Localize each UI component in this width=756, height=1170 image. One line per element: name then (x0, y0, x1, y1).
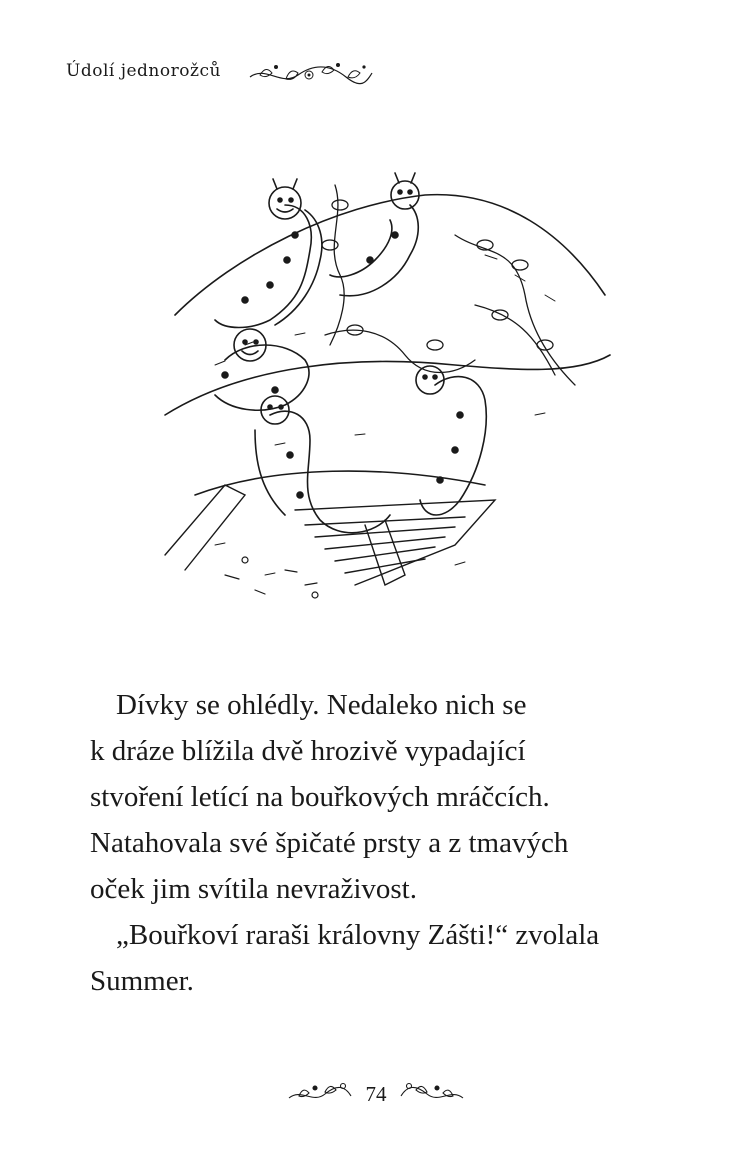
floral-ornament-icon (285, 1076, 355, 1108)
running-header (66, 55, 386, 95)
text-line: stvoření letící na bouřkových mráčcích. (90, 781, 550, 813)
running-title: Údolí jednorožců (66, 61, 221, 81)
text-line: Dívky se ohlédly. Nedaleko nich se (116, 689, 527, 721)
text-line: oček jim svítila nevraživost. (90, 873, 417, 905)
floral-vine-ornament-icon (246, 57, 376, 91)
floral-ornament-icon (397, 1076, 467, 1108)
page-number: 74 (365, 1082, 387, 1106)
page-footer (285, 1076, 485, 1116)
text-line: Natahovala své špičaté prsty a z tmavých (90, 827, 569, 859)
text-line: Summer. (90, 965, 194, 997)
body-text (90, 682, 670, 1004)
text-line: „Bouřkoví raraši královny Zášti!“ zvolala (116, 919, 600, 951)
caterpillars-illustration (155, 165, 615, 625)
text-line: k dráze blížila dvě hrozivě vypadající (90, 735, 526, 767)
